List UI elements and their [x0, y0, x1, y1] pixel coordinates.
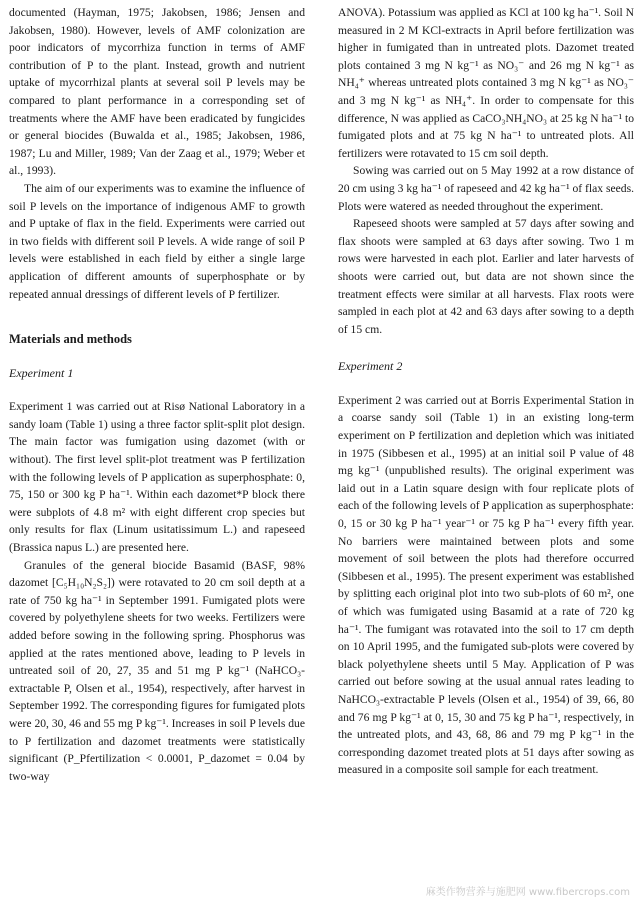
paragraph-intro-citations: documented (Hayman, 1975; Jakobsen, 1986; Jensen and Jakobsen, 1980). However, levels of AMF colonization are poor indicators of mycorrhiza function in terms of AMF contribution of P to the plant. Instead, growth and nutrient uptake of mycorrhizal plants at several soil P levels may be compared to plant performance in a corresponding set of treatments where the AMF have been eradicated by fungicides or general biocides (Buwalda et al., 1985; Jakobsen, 1986, 1987; Lu and Miller, 1989; Van der Zaag et al., 1979; Weber et al., 1993).	[9, 6, 305, 178]
paragraph-sowing: Sowing was carried out on 5 May 1992 at a row distance of 20 cm using 3 kg ha⁻¹ of rapeseed and 42 kg ha⁻¹ of flax seeds. Plots were watered as needed throughout the experiment.	[338, 164, 634, 213]
watermark: 麻类作物营养与施肥网 www.fibercrops.com	[425, 887, 630, 898]
paragraph-basamid: Granules of the general biocide Basamid (BASF, 98% dazomet [C₅H₁₀N₂S₂]) were rotavated to 20 cm soil depth at a rate of 750 kg ha⁻¹ in September 1991. Fumigated plots were covered by polyethylene sheets for two weeks. Fertilizers were added before sowing in the following spring. Phosphorus was applied at the rates mentioned above, leading to P levels in untreated soil of 20, 27, 35 and 51 mg P kg⁻¹ (NaHCO₃-extractable P, Olsen et al., 1954), respectively, after harvest in September 1992. The corresponding figures for fumigated plots were 20, 30, 46 and 55 mg P kg⁻¹. Increases in soil P levels due to P fertilization and dazomet treatments were statistically significant (P_Pfertilization < 0.0001, P_dazomet = 0.04 by two-way	[9, 558, 305, 783]
right-column	[338, 4, 634, 779]
heading-materials-methods: Materials and methods	[9, 332, 132, 347]
heading-experiment-1: Experiment 1	[9, 365, 74, 380]
paragraph-sampling: Rapeseed shoots were sampled at 57 days after sowing and flax shoots were sampled at 63 days after sowing. Two 1 m rows were harvested in each plot. Earlier and later harvests of shoots were carried out, but data are not shown since the treatment effects were similar at all harvests. Flax roots were sampled in each plot at 42 and 63 days after sowing to a depth of 15 cm.	[338, 217, 634, 336]
heading-experiment-2: Experiment 2	[338, 359, 403, 374]
paragraph-experiment-1-design: Experiment 1 was carried out at Risø National Laboratory in a sandy loam (Table 1) using a three factor split-split plot design. The main factor was fumigation using dazomet (with or without). The first level split-plot treatment was P fertilization with the following levels of P application as superphosphate: 0, 75, 150 or 300 kg P ha⁻¹. Within each dazomet*P block there were subplots of 4.8 m² with eight different crop species but only results for flax (Linum usitatissimum L.) and rapeseed (Brassica napus L.) are presented here.	[9, 400, 305, 555]
paragraph-anova-nitrogen: ANOVA). Potassium was applied as KCl at 100 kg ha⁻¹. Soil N measured in 2 M KCl-extracts in April before fertilization was higher in fumigated than in untreated plots. Dazomet treated plots contained 3 mg N kg⁻¹ as NO₃⁻ and 26 mg N kg⁻¹ as NH₄⁺ whereas untreated plots contained 3 mg N kg⁻¹ as NO₃⁻ and 3 mg N kg⁻¹ as NH₄⁺. In order to compensate for this difference, N was applied as CaCO₃NH₄NO₃ at 25 kg N ha⁻¹ to fumigated plots and at 75 kg N ha⁻¹ to untreated plots. All fertilizers were rotavated to 15 cm soil depth.	[338, 6, 634, 160]
paragraph-experiment-2: Experiment 2 was carried out at Borris Experimental Station in a coarse sandy soil (Table 1) in an existing long-term experiment on P fertilization and depletion which was initiated in 1975 (Sibbesen et al., 1995) at an initial soil P value of 48 mg kg⁻¹ (unpublished results). The original experiment was laid out in a Latin square design with four replicate plots of each of the following levels of P application as superphosphate: 0, 15 or 30 kg P ha⁻¹ year⁻¹ or 75 kg P ha⁻¹ every fifth year. No barriers were maintained between plots and some movement of soil between the plots had therefore occurred (Sibbesen et al., 1995). The present experiment was established by splitting each original plot into two sub-plots of 60 m², one of which was fumigated using Basamid at a rate of 720 kg ha⁻¹. The fumigant was rotavated into the soil to 17 cm depth on 10 April 1995, and the fumigated sub-plots were covered by black polyethylene sheets until 5 May. Application of P was carried out before sowing at the usual annual rates leading to NaHCO₃-extractable P levels (Olsen et al., 1954) of 39, 66, 80 and 76 mg P kg⁻¹ at 0, 15, 30 and 75 kg P ha⁻¹, respectively, in the untreated plots, and 43, 68, 86 and 79 mg P kg⁻¹ in the corresponding dazomet treated plots at 51 days after sowing as measured in a composite soil sample for each treatment.	[338, 393, 634, 777]
paragraph-aim: The aim of our experiments was to examine the influence of soil P levels on the importance of indigenous AMF to growth and P uptake of flax in the field. Experiments were carried out in two fields with different soil P levels. A wide range of soil P levels were established in each field by either a single large application of different amounts of superphosphate or by repeated annual dressings of different levels of P fertilizer.	[9, 181, 305, 301]
left-column	[9, 4, 305, 785]
